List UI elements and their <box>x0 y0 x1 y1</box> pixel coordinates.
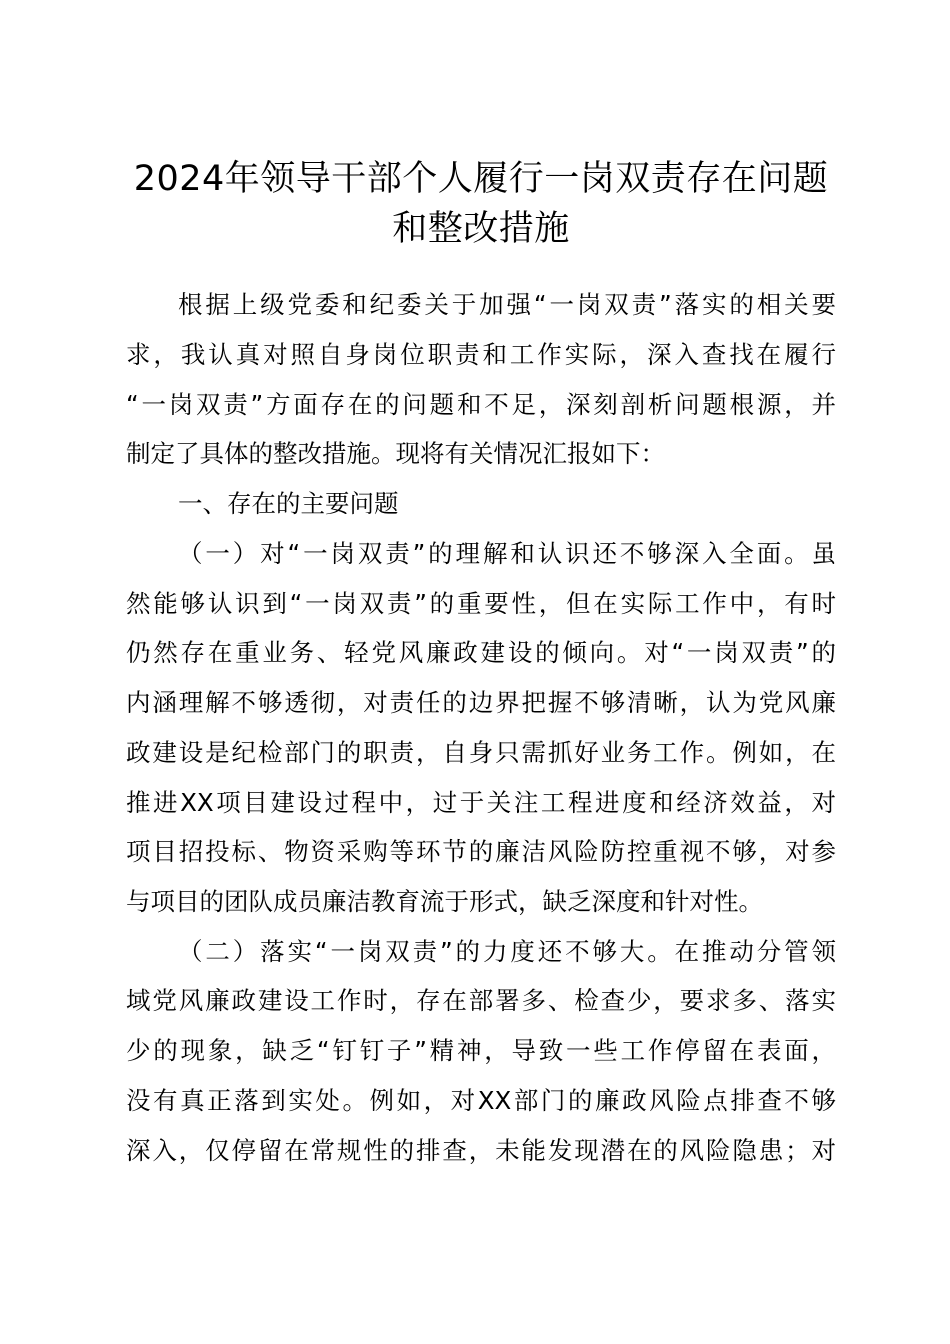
document-title-line-2: 和整改措施 <box>392 209 570 249</box>
body-line: （二）落实“一岗双责”的力度还不够大。在推动分管领 <box>178 937 836 966</box>
body-line: “一岗双责”方面存在的问题和不足，深刻剖析问题根源，并 <box>126 390 836 419</box>
body-line: 与项目的团队成员廉洁教育流于形式，缺乏深度和针对性。 <box>126 887 763 916</box>
body-line: （一）对“一岗双责”的理解和认识还不够深入全面。虽 <box>178 539 836 568</box>
body-line: 少的现象，缺乏“钉钉子”精神，导致一些工作停留在表面， <box>126 1036 836 1065</box>
section-heading: 一、存在的主要问题 <box>178 489 399 518</box>
body-line: 仍然存在重业务、轻党风廉政建设的倾向。对“一岗双责”的 <box>126 638 836 667</box>
body-line: 政建设是纪检部门的职责，自身只需抓好业务工作。例如，在 <box>126 738 836 767</box>
body-line: 深入，仅停留在常规性的排查，未能发现潜在的风险隐患；对 <box>126 1136 836 1165</box>
body-line: 推进XX项目建设过程中，过于关注工程进度和经济效益，对 <box>126 788 836 817</box>
document-title-line-1: 2024年领导干部个人履行一岗双责存在问题 <box>133 159 829 199</box>
body-line: 根据上级党委和纪委关于加强“一岗双责”落实的相关要 <box>178 290 836 319</box>
body-line: 项目招投标、物资采购等环节的廉洁风险防控重视不够，对参 <box>126 837 836 866</box>
body-line: 没有真正落到实处。例如，对XX部门的廉政风险点排查不够 <box>126 1086 836 1115</box>
body-line: 制定了具体的整改措施。现将有关情况汇报如下： <box>126 439 665 468</box>
body-line: 域党风廉政建设工作时，存在部署多、检查少，要求多、落实 <box>126 986 836 1015</box>
body-line: 内涵理解不够透彻，对责任的边界把握不够清晰，认为党风廉 <box>126 688 836 717</box>
body-line: 求，我认真对照自身岗位职责和工作实际，深入查找在履行 <box>126 340 836 369</box>
body-line: 然能够认识到“一岗双责”的重要性，但在实际工作中，有时 <box>126 589 836 618</box>
